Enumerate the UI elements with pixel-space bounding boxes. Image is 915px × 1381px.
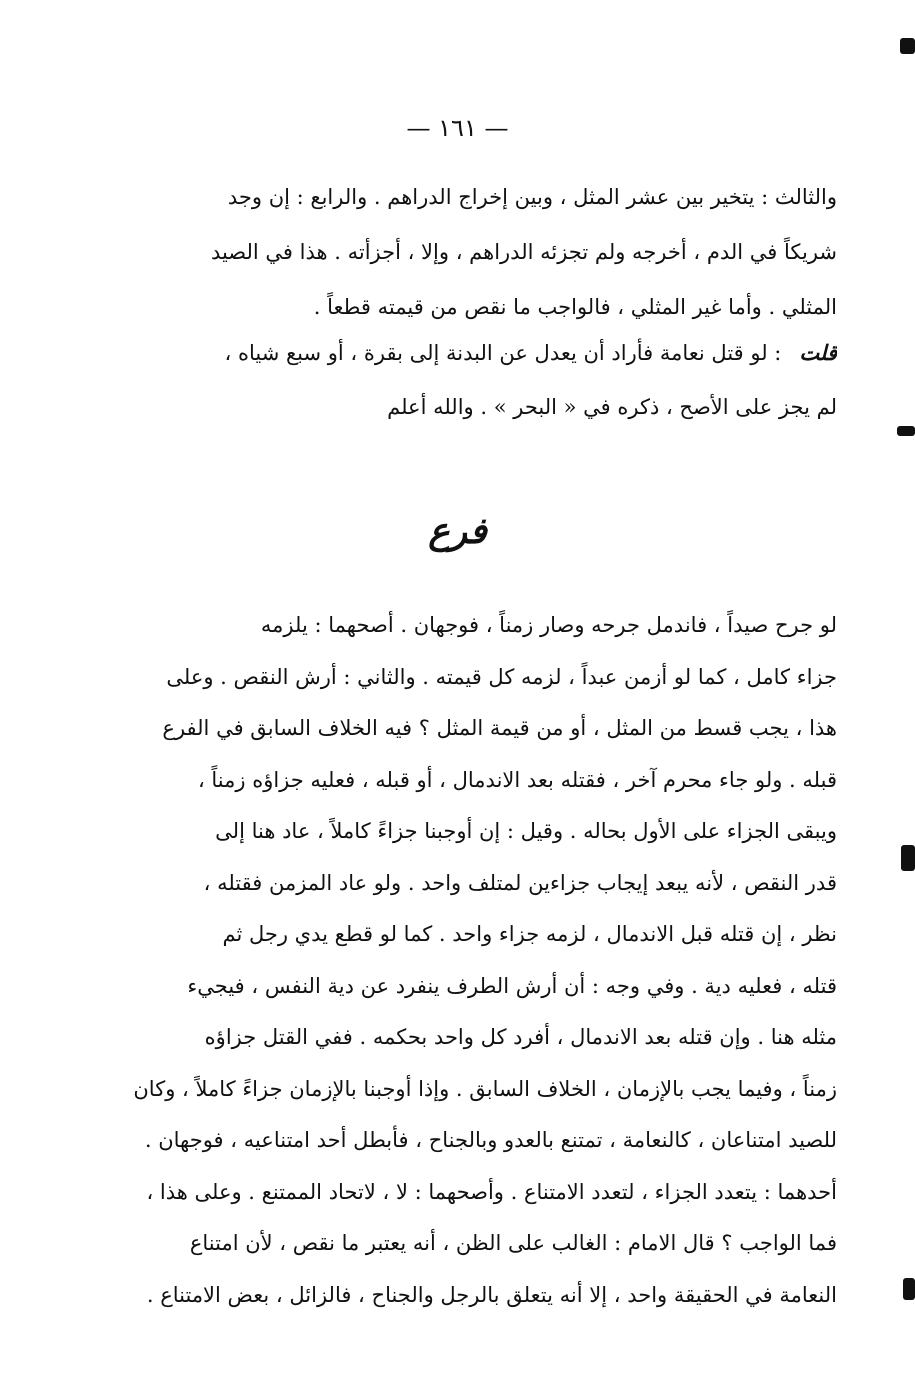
text-line: والثالث : يتخير بين عشر المثل ، وبين إخراج الدراهم . والرابع : إن وجد bbox=[227, 185, 837, 209]
scan-edge-mark bbox=[897, 426, 915, 436]
text-line: جزاء كامل ، كما لو أزمن عبداً ، لزمه كل قيمته . والثاني : أرش النقص . وعلى bbox=[166, 664, 837, 689]
page-number: — ١٦١ — bbox=[406, 114, 509, 142]
text-line: المثلي . وأما غير المثلي ، فالواجب ما نقص من قيمته قطعاً . bbox=[313, 295, 837, 319]
text-line: شريكاً في الدم ، أخرجه ولم تجزئه الدراهم ، وإلا ، أجزأته . هذا في الصيد bbox=[210, 240, 837, 264]
text-line: قبله . ولو جاء محرم آخر ، فقتله بعد الاندمال ، أو قبله ، فعليه جزاؤه زمناً ، bbox=[197, 767, 837, 792]
scan-edge-mark bbox=[901, 845, 915, 871]
text-line: نظر ، إن قتله قبل الاندمال ، لزمه جزاء واحد . كما لو قطع يدي رجل ثم bbox=[222, 922, 837, 946]
text-line: النعامة في الحقيقة واحد ، إلا أنه يتعلق بالرجل والجناح ، فالزائل ، بعض الامتناع . bbox=[146, 1282, 837, 1307]
text-line bbox=[122, 326, 837, 380]
text-line: قدر النقص ، لأنه يبعد إيجاب جزاءين لمتلف واحد . ولو عاد المزمن فقتله ، bbox=[203, 870, 837, 895]
note-label: قلت bbox=[799, 340, 837, 365]
opening-paragraph bbox=[122, 170, 837, 335]
scan-edge-mark bbox=[903, 1278, 915, 1300]
editor-note bbox=[122, 326, 837, 434]
scan-edge-mark bbox=[900, 38, 915, 54]
text-line: ويبقى الجزاء على الأول بحاله . وقيل : إن أوجبنا جزاءً كاملاً ، عاد هنا إلى bbox=[215, 819, 837, 843]
text-line: قتله ، فعليه دية . وفي وجه : أن أرش الطرف ينفرد عن دية النفس ، فيجيء bbox=[187, 973, 837, 998]
text-line: لم يجز على الأصح ، ذكره في « البحر » . والله أعلم bbox=[387, 395, 837, 419]
text-line: مثله هنا . وإن قتله بعد الاندمال ، أفرد كل واحد بحكمه . ففي القتل جزاؤه bbox=[204, 1025, 837, 1049]
text-line: أحدهما : يتعدد الجزاء ، لتعدد الامتناع . وأصحهما : لا ، لاتحاد الممتنع . وعلى هذا ، bbox=[146, 1179, 837, 1204]
text-line: زمناً ، وفيما يجب بالإزمان ، الخلاف السابق . وإذا أوجبنا بالإزمان جزاءً كاملاً ، وكان bbox=[133, 1076, 837, 1101]
text-line: للصيد امتناعان ، كالنعامة ، تمتنع بالعدو وبالجناح ، فأبطل أحد امتناعيه ، فوجهان . bbox=[144, 1128, 837, 1152]
section-body bbox=[122, 600, 837, 1321]
section-heading: فرع bbox=[428, 510, 487, 552]
text-line: هذا ، يجب قسط من المثل ، أو من قيمة المثل ؟ فيه الخلاف السابق في الفرع bbox=[162, 716, 837, 740]
text-line: لو جرح صيداً ، فاندمل جرحه وصار زمناً ، فوجهان . أصحهما : يلزمه bbox=[260, 613, 837, 637]
text-line: فما الواجب ؟ قال الامام : الغالب على الظن ، أنه يعتبر ما نقص ، لأن امتناع bbox=[189, 1231, 837, 1255]
note-text: : لو قتل نعامة فأراد أن يعدل عن البدنة إلى بقرة ، أو سبع شياه ، bbox=[224, 341, 782, 365]
